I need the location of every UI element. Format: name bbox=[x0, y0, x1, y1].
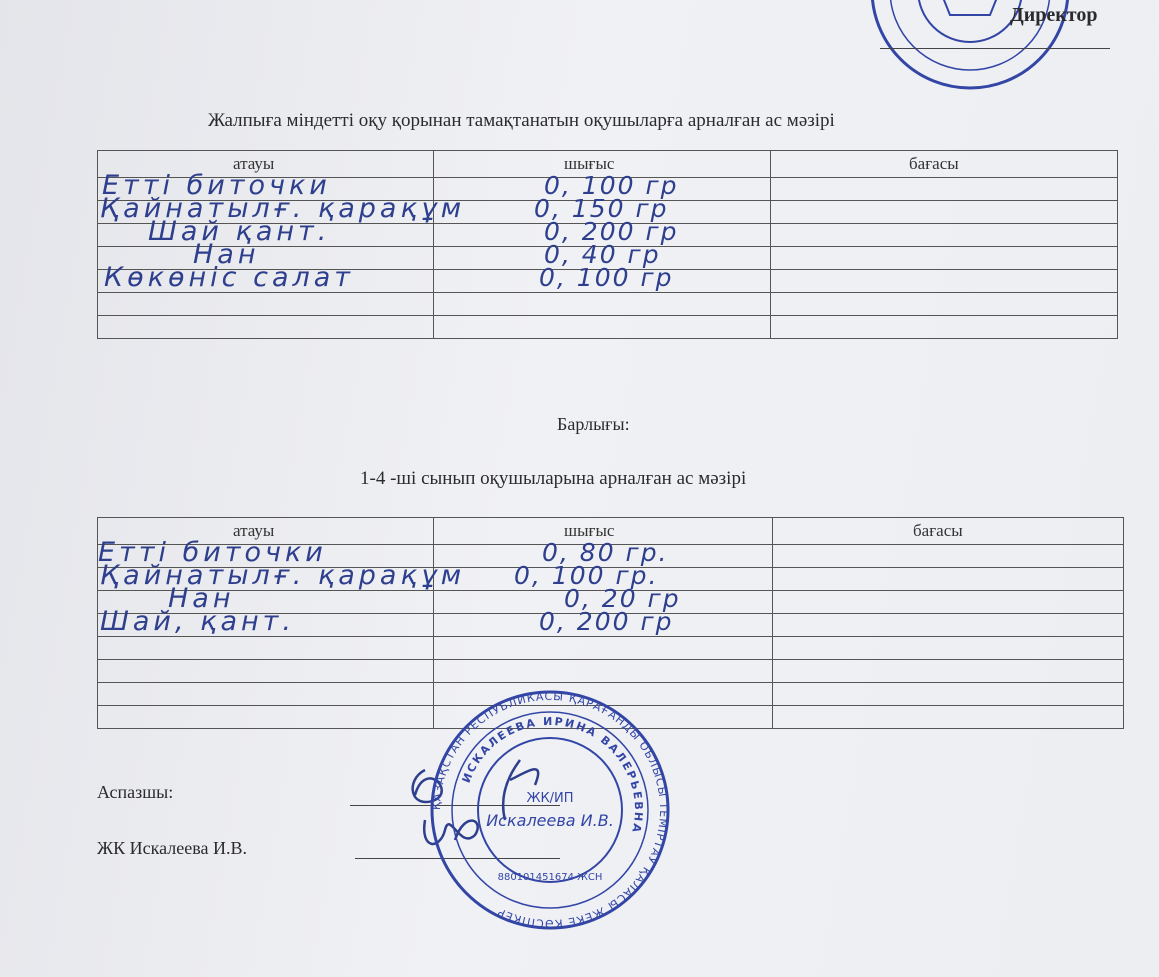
director-label: Директор bbox=[1010, 4, 1098, 26]
table-row bbox=[98, 660, 1124, 683]
col-price-header: бағасы bbox=[771, 151, 1118, 178]
director-signature-line bbox=[880, 48, 1110, 49]
table-row bbox=[98, 316, 1118, 339]
col-name-header: атауы bbox=[98, 151, 434, 178]
col-name-header: атауы bbox=[98, 518, 434, 545]
item-name: Шай қант. bbox=[148, 216, 331, 247]
item-qty: 0, 200 гр bbox=[539, 607, 674, 636]
table-row bbox=[98, 614, 1124, 637]
total-label: Барлығы: bbox=[557, 414, 630, 434]
item-price bbox=[771, 201, 1118, 224]
cook-label: Аспазшы: bbox=[97, 782, 174, 802]
item-qty: 0, 150 гр bbox=[534, 194, 669, 223]
stamp-bin: 880101451674 ЖСН bbox=[497, 872, 603, 883]
item-price bbox=[771, 247, 1118, 270]
item-price bbox=[771, 270, 1118, 293]
item-price bbox=[773, 568, 1124, 591]
table-row bbox=[98, 270, 1118, 293]
item-name: Көкөніс салат bbox=[104, 262, 355, 293]
item-qty: 0, 100 гр bbox=[539, 263, 674, 292]
stamp-inner-text: ИСКАЛЕЕВА ИРИНА ВАЛЕРЬЕВНА bbox=[459, 714, 646, 836]
item-name: Қайнатылғ. қарақұм bbox=[100, 193, 466, 224]
item-qty: 0, 200 гр bbox=[544, 217, 679, 246]
item-name: Етті биточки bbox=[102, 170, 331, 201]
table-row bbox=[98, 637, 1124, 660]
col-price-header: бағасы bbox=[773, 518, 1124, 545]
item-price bbox=[771, 178, 1118, 201]
col-qty-header: шығыс bbox=[434, 151, 771, 178]
item-name: Нан bbox=[193, 239, 260, 270]
table-row bbox=[98, 293, 1118, 316]
item-name: Шай, қант. bbox=[100, 606, 295, 637]
item-price bbox=[773, 545, 1124, 568]
menu-general-title: Жалпыға міндетті оқу қорынан тамақтанатын оқушыларға арналған ас мәзірі bbox=[208, 110, 835, 131]
item-qty: 0, 80 гр. bbox=[542, 538, 669, 567]
item-qty: 0, 20 гр bbox=[564, 584, 681, 613]
item-qty: 0, 100 гр bbox=[544, 171, 679, 200]
menu-primary-title: 1-4 -ші сынып оқушыларына арналған ас мәзірі bbox=[360, 468, 747, 489]
stamp-center-line2: Искалеева И.В. bbox=[486, 811, 614, 830]
item-price bbox=[773, 591, 1124, 614]
item-qty: 0, 40 гр bbox=[544, 240, 661, 269]
entrepreneur-label: ЖК Искалеева И.В. bbox=[97, 838, 247, 858]
item-qty: 0, 100 гр. bbox=[514, 561, 659, 590]
item-name: Етті биточки bbox=[98, 537, 327, 568]
item-price bbox=[773, 614, 1124, 637]
stamp-center-line1: ЖК/ИП bbox=[526, 791, 574, 806]
item-price bbox=[771, 224, 1118, 247]
col-qty-header: шығыс bbox=[434, 518, 773, 545]
item-name: Қайнатылғ. қарақұм bbox=[100, 560, 466, 591]
menu-general-table bbox=[97, 150, 1118, 339]
item-name: Нан bbox=[168, 583, 235, 614]
stamp-outer-text: ҚАЗАҚСТАН РЕСПУБЛИКАСЫ ҚАРАҒАНДЫ ОБЛЫСЫ ТЕМІРТАУ ҚАЛАСЫ ЖЕКЕ КӘСІПКЕР bbox=[429, 690, 671, 930]
entrepreneur-stamp bbox=[420, 690, 680, 930]
